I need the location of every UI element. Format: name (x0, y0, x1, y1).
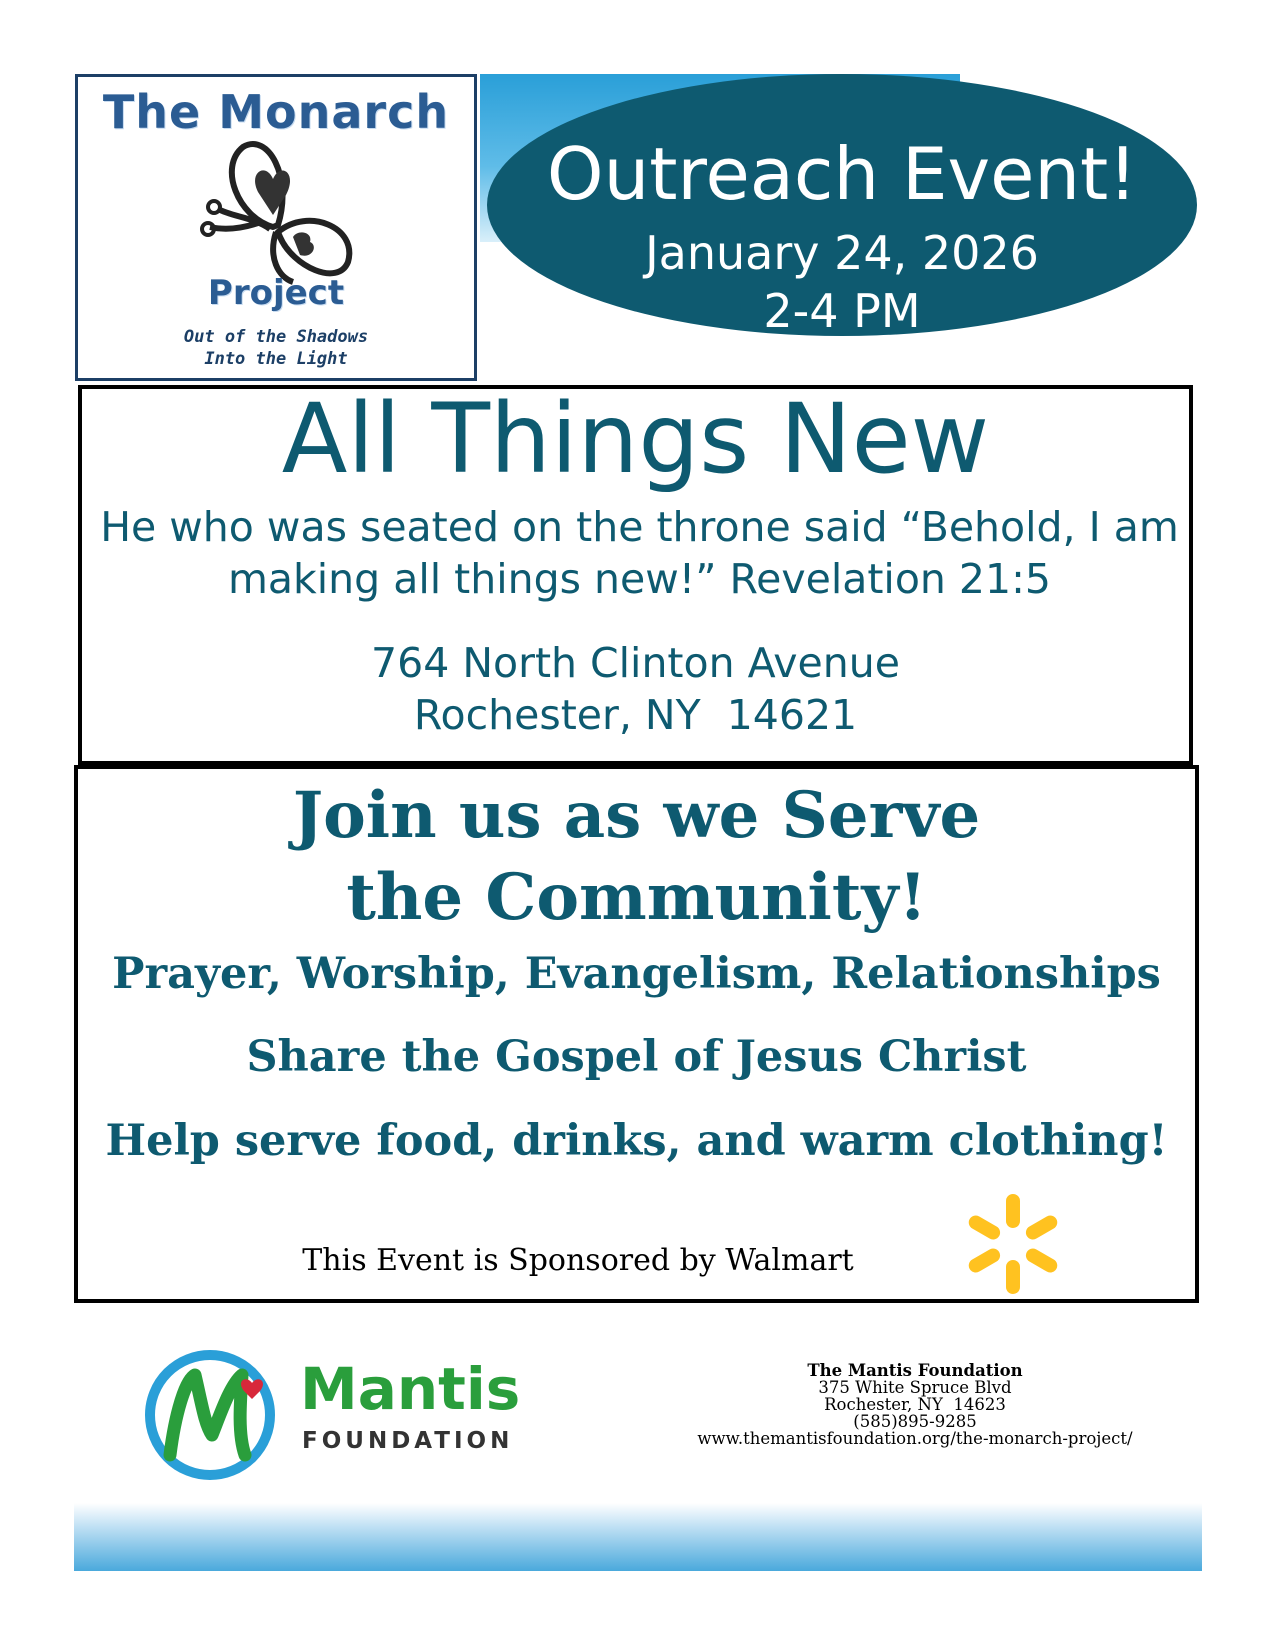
serve-title (78, 775, 1195, 939)
address-line-1: 764 North Clinton Avenue (371, 639, 900, 687)
org-phone: (585)895-9285 (853, 1412, 977, 1431)
address-line-2: Rochester, NY 14621 (413, 691, 858, 739)
event-address (82, 637, 1189, 741)
mantis-word: Mantis (300, 1355, 521, 1423)
walmart-spark-icon (958, 1189, 1068, 1299)
org-name: The Mantis Foundation (807, 1361, 1023, 1380)
serve-title-line-2: the Community! (346, 860, 927, 935)
mantis-foundation-word: FOUNDATION (302, 1428, 514, 1454)
footer-blue-bar (74, 1503, 1202, 1571)
serve-box (74, 765, 1199, 1303)
org-street: 375 White Spruce Blvd (818, 1378, 1012, 1397)
monarch-project-logo (75, 74, 477, 381)
serve-line-activities: Prayer, Worship, Evangelism, Relationships (112, 949, 1161, 999)
butterfly-icon (198, 137, 368, 287)
serve-line-gospel: Share the Gospel of Jesus Christ (246, 1032, 1027, 1082)
event-heading: Outreach Event! (546, 132, 1138, 216)
theme-box (78, 385, 1193, 765)
org-city: Rochester, NY 14623 (824, 1395, 1006, 1414)
theme-title: All Things New (281, 383, 990, 495)
logo-project-word: Project (207, 273, 345, 313)
logo-title: The Monarch (102, 85, 450, 139)
scripture-verse: He who was seated on the throne said “Behold, I am making all things new!” Revelation 21:5 (100, 503, 1179, 603)
org-contact-block (690, 1362, 1140, 1447)
logo-tagline-1: Out of the Shadows (183, 327, 369, 347)
event-date: January 24, 2026 (645, 226, 1039, 280)
event-time: 2-4 PM (763, 284, 921, 338)
sponsor-text: This Event is Sponsored by Walmart (302, 1243, 854, 1278)
serve-title-line-1: Join us as we Serve (292, 778, 981, 853)
org-url: www.themantisfoundation.org/the-monarch-project/ (697, 1429, 1133, 1448)
logo-tagline-2: Into the Light (204, 349, 348, 369)
serve-line-help: Help serve food, drinks, and warm clothing! (105, 1116, 1168, 1166)
